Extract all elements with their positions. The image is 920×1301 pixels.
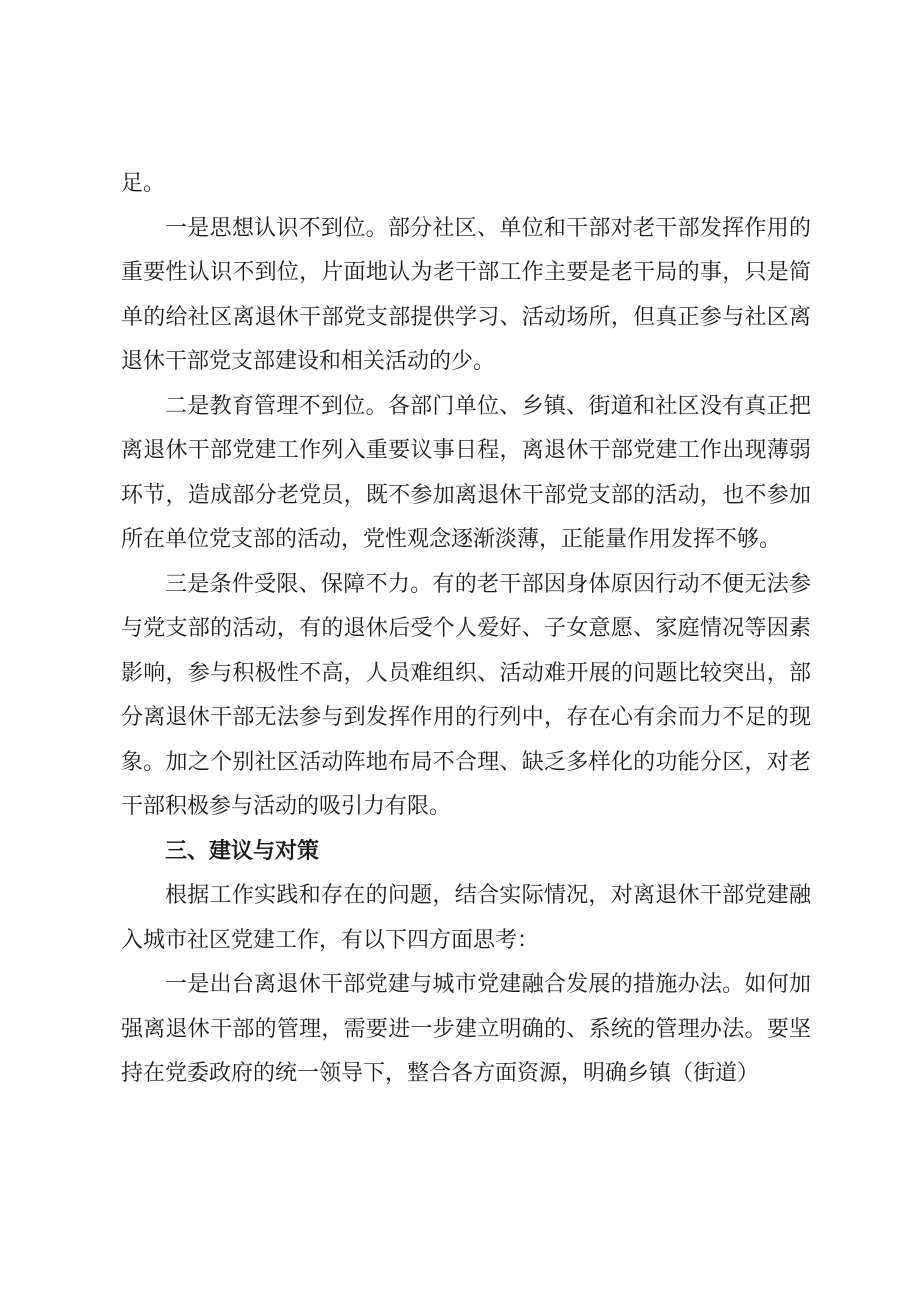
paragraph-measures: 一是出台离退休干部党建与城市党建融合发展的措施办法。如何加强离退休干部的管理，需要进一步建立明确的、系统的管理办法。要坚持在党委政府的统一领导下，整合各方面资源，明确乡镇（街道） <box>121 972 811 1086</box>
paragraph-conditions-guarantee: 三是条件受限、保障不力。有的老干部因身体原因行动不便无法参与党支部的活动，有的退休后受个人爱好、子女意愿、家庭情况等因素影响，参与积极性不高，人员难组织、活动难开展的问题比较突出，部分离退休干部无法参与到发挥作用的行列中，存在心有余而力不足的现象。加之个别社区活动阵地布局不合理、缺乏多样化的功能分区，对老干部积极参与活动的吸引力有限。 <box>121 571 811 819</box>
paragraph-education-management: 二是教育管理不到位。各部门单位、乡镇、街道和社区没有真正把离退休干部党建工作列入重要议事日程，离退休干部党建工作出现薄弱环节，造成部分老党员，既不参加离退休干部党支部的活动，也不参加所在单位党支部的活动，党性观念逐渐淡薄，正能量作用发挥不够。 <box>121 393 811 552</box>
paragraph-suggestions-intro: 根据工作实践和存在的问题，结合实际情况，对离退休干部党建融入城市社区党建工作，有以下四方面思考： <box>121 883 811 953</box>
paragraph-continuation: 足。 <box>121 171 166 196</box>
paragraph-ideological-awareness: 一是思想认识不到位。部分社区、单位和干部对老干部发挥作用的重要性认识不到位，片面地认为老干部工作主要是老干局的事，只是简单的给社区离退休干部党支部提供学习、活动场所，但真正参与社区离退休干部党支部建设和相关活动的少。 <box>121 215 811 374</box>
document-page <box>121 162 811 1097</box>
section-heading-suggestions: 三、建议与对策 <box>165 838 320 864</box>
